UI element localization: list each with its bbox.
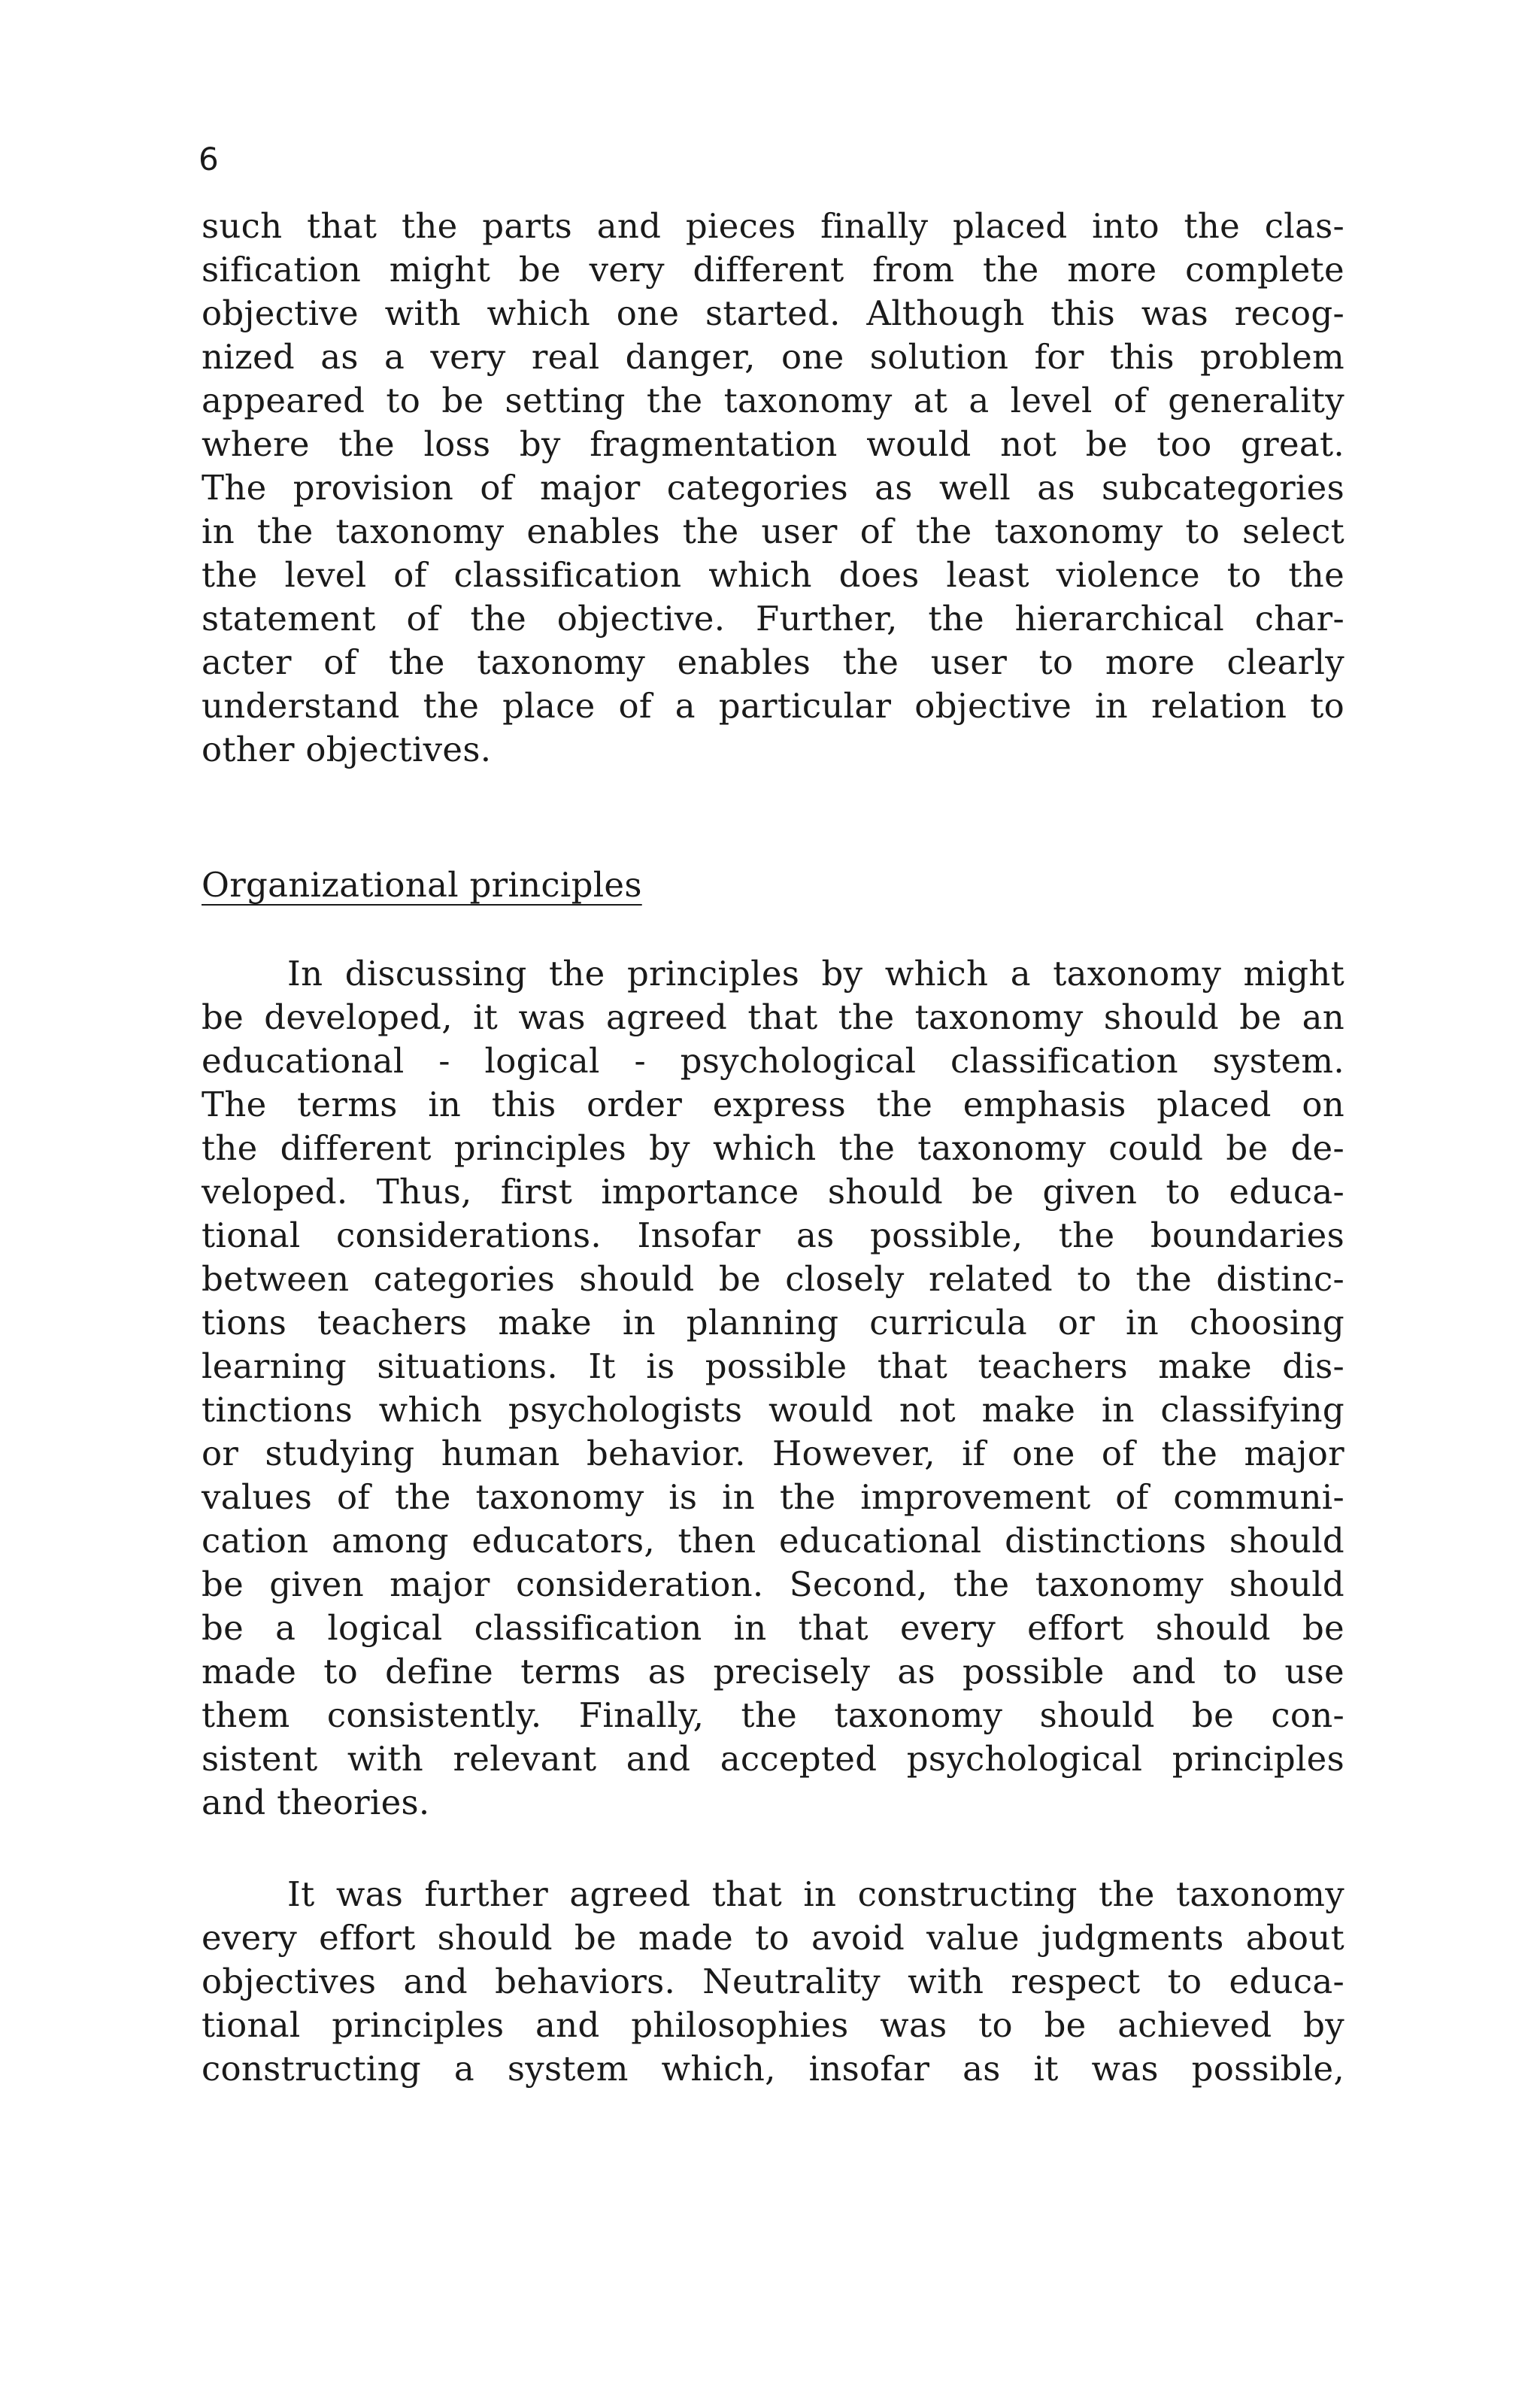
paragraph-organizational-principles [202, 952, 1344, 1825]
text-line: learning situations. It is possible that teachers make dis- [202, 1346, 1344, 1386]
text-line: objective with which one started. Although this was recog- [202, 293, 1344, 333]
text-line: cation among educators, then educational distinctions should [202, 1521, 1344, 1561]
text-line: tional principles and philosophies was to be achieved by [202, 2005, 1344, 2045]
text-line: statement of the objective. Further, the hierarchical char- [202, 599, 1344, 639]
text-line: or studying human behavior. However, if one of the major [202, 1434, 1344, 1473]
text-line: The terms in this order express the emphasis placed on [202, 1085, 1344, 1124]
text-line: between categories should be closely related to the distinc- [202, 1259, 1344, 1299]
text-line: other objectives. [202, 730, 492, 769]
text-line: be given major consideration. Second, the taxonomy should [202, 1564, 1344, 1604]
text-line: the level of classification which does least violence to the [202, 555, 1344, 595]
text-line: made to define terms as precisely as possible and to use [202, 1652, 1344, 1691]
paragraph-intro-continuation [202, 205, 1344, 772]
text-line: tional considerations. Insofar as possible, the boundaries [202, 1215, 1344, 1255]
text-line: The provision of major categories as well as subcategories [202, 468, 1344, 508]
section-heading: Organizational principles [202, 865, 642, 905]
paragraph-value-neutrality [202, 1873, 1344, 2091]
text-line: It was further agreed that in constructing the taxonomy [287, 1874, 1344, 1914]
text-line: sistent with relevant and accepted psychological principles [202, 1739, 1344, 1779]
text-line: such that the parts and pieces finally placed into the clas- [202, 206, 1344, 246]
text-line: In discussing the principles by which a taxonomy might [287, 954, 1344, 994]
text-line: educational - logical - psychological classification system. [202, 1041, 1344, 1081]
text-line: constructing a system which, insofar as it was possible, [202, 2049, 1344, 2089]
text-line: objectives and behaviors. Neutrality with respect to educa- [202, 1962, 1344, 2001]
text-line: and theories. [202, 1783, 430, 1822]
text-line: values of the taxonomy is in the improvement of communi- [202, 1477, 1344, 1517]
text-line: be a logical classification in that every effort should be [202, 1608, 1344, 1648]
text-line: appeared to be setting the taxonomy at a level of generality [202, 381, 1344, 420]
text-line: acter of the taxonomy enables the user to more clearly [202, 642, 1344, 682]
text-line: them consistently. Finally, the taxonomy should be con- [202, 1695, 1344, 1735]
page-number: 6 [199, 141, 219, 177]
text-line: every effort should be made to avoid value judgments about [202, 1918, 1344, 1958]
text-line: the different principles by which the taxonomy could be de- [202, 1128, 1344, 1168]
text-line: tions teachers make in planning curricula or in choosing [202, 1303, 1344, 1343]
text-line: where the loss by fragmentation would not be too great. [202, 424, 1344, 464]
text-line: in the taxonomy enables the user of the taxonomy to select [202, 511, 1344, 551]
text-line: understand the place of a particular objective in relation to [202, 686, 1344, 726]
text-line: nized as a very real danger, one solution for this problem [202, 337, 1344, 377]
text-line: sification might be very different from the more complete [202, 250, 1344, 290]
text-line: veloped. Thus, first importance should be given to educa- [202, 1172, 1344, 1212]
text-line: tinctions which psychologists would not make in classifying [202, 1390, 1344, 1430]
text-line: be developed, it was agreed that the taxonomy should be an [202, 997, 1344, 1037]
